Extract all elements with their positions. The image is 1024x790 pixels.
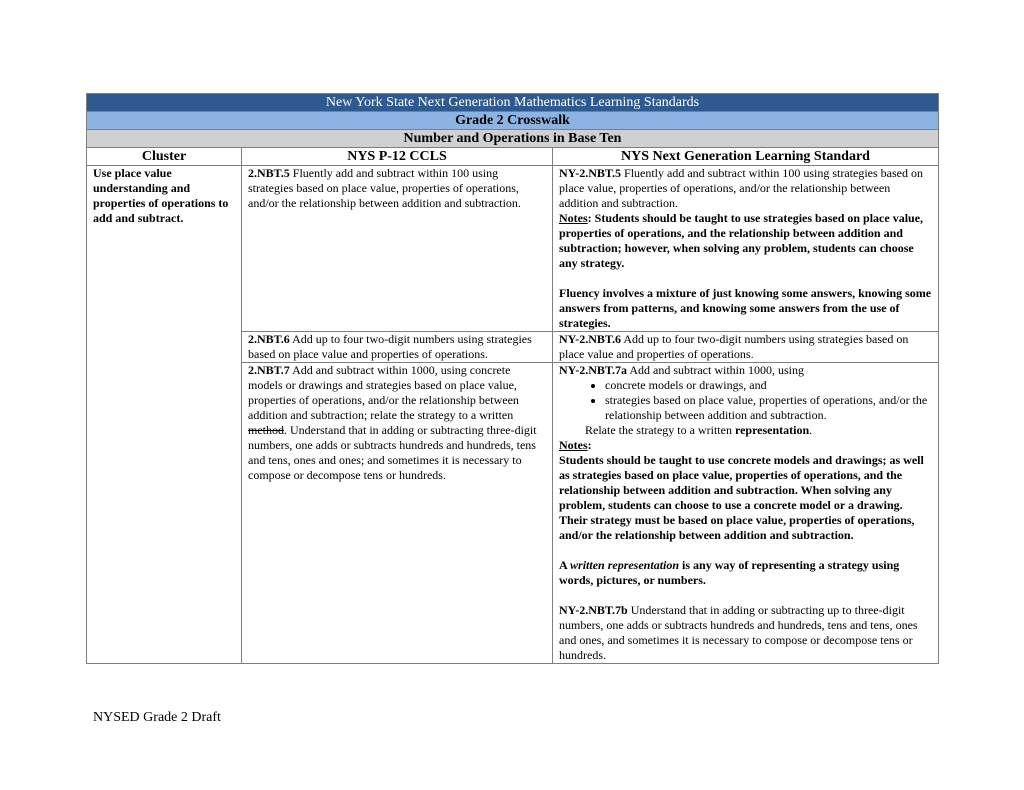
table-row bbox=[87, 166, 939, 332]
written-representation-note: A written representation is any way of representing a strategy using words, pictures, or numbers. bbox=[559, 558, 900, 587]
document-title: New York State Next Generation Mathematics Learning Standards bbox=[87, 94, 939, 112]
struck-word: method bbox=[248, 423, 284, 437]
standard-code: NY-2.NBT.7a bbox=[559, 363, 628, 377]
standard-code: 2.NBT.6 bbox=[248, 332, 290, 346]
standard-code: NY-2.NBT.6 bbox=[559, 332, 622, 346]
standard-code: NY-2.NBT.5 bbox=[559, 166, 622, 180]
nextgen-cell bbox=[553, 166, 939, 332]
standard-code: 2.NBT.7 bbox=[248, 363, 290, 377]
notes-label: Notes bbox=[559, 211, 588, 225]
ccls-cell bbox=[242, 332, 553, 363]
crosswalk-table bbox=[86, 93, 939, 664]
standard-text: Add up to four two-digit numbers using strategies based on place value and properties of operations. bbox=[559, 332, 909, 361]
notes-text: : Students should be taught to use strategies based on place value, properties of operations, and the relationship between addition and subtraction; however, when solving any problem, students can choose any strategy. bbox=[559, 211, 924, 270]
strategy-list bbox=[559, 378, 932, 423]
column-header-ccls: NYS P-12 CCLS bbox=[242, 148, 553, 166]
column-header-cluster: Cluster bbox=[87, 148, 242, 166]
notes-text: Students should be taught to use concrete models and drawings; as well as strategies based on place value, properties of operations, and the relationship between addition and subtraction. When solving any problem, students can choose to use a concrete model or a drawing. Their strategy must be based on place value, properties of operations, and/or the relationship between addition and subtraction. bbox=[559, 453, 924, 542]
page-footer: NYSED Grade 2 Draft bbox=[93, 710, 221, 725]
standard-text: Fluently add and subtract within 100 using strategies based on place value, properties of operations, and/or the relationship between addition and subtraction. bbox=[559, 166, 923, 210]
nextgen-cell bbox=[553, 332, 939, 363]
standard-text: Add up to four two-digit numbers using strategies based on place value and properties of operations. bbox=[248, 332, 532, 361]
ccls-cell bbox=[242, 363, 553, 664]
column-header-nextgen: NYS Next Generation Learning Standard bbox=[553, 148, 939, 166]
grade-title: Grade 2 Crosswalk bbox=[87, 112, 939, 130]
standard-text: Understand that in adding or subtracting up to three-digit numbers, one adds or subtracts hundreds and hundreds, tens and tens, ones and ones, and sometimes it is necessary to compose or decompose tens or hundreds. bbox=[559, 603, 918, 662]
standard-code: 2.NBT.5 bbox=[248, 166, 290, 180]
domain-title: Number and Operations in Base Ten bbox=[87, 130, 939, 148]
standard-text: Add and subtract within 1000, using concrete models or drawings and strategies based on place value, properties of operations, and/or the relationship between addition and subtraction; relate the strategy to a written bbox=[248, 363, 519, 422]
standard-text: . Understand that in adding or subtracting three-digit numbers, one adds or subtracts hundreds and hundreds, tens and tens, ones and ones; and sometimes it is necessary to compose or decompose tens or hundreds. bbox=[248, 423, 537, 482]
standard-code: NY-2.NBT.7b bbox=[559, 603, 628, 617]
nextgen-cell: NY-2.NBT.7a Add and subtract within 1000, using • concrete models or drawings, and • strategies based on place value, properties of operations, and/or the relationship between addition and subtraction. Relate the strategy to a written representation. Notes: Students should be taught to use concrete models and drawings; as well as strategies based on place value, properties of operations, and the relationship between addition and subtraction. When solving any problem, students can choose to use a concrete model or a drawing. Their strategy must be based on place value, properties of operations, and/or the relationship between addition and subtraction. A written representation is any way of representing a strategy using words, pictures, or numbers. NY-2.NBT.7b Understand that in adding or subtracting up to three-digit numbers, one adds or subtracts hundreds and hundreds, tens and tens, ones and ones, and sometimes it is necessary to compose or decompose tens or hundreds. bbox=[553, 363, 939, 664]
ccls-cell bbox=[242, 166, 553, 332]
relate-line: Relate the strategy to a written representation. bbox=[585, 423, 813, 437]
notes-label: Notes bbox=[559, 438, 588, 452]
list-item: • concrete models or drawings, and bbox=[605, 378, 932, 393]
list-item: • strategies based on place value, properties of operations, and/or the relationship between addition and subtraction. bbox=[605, 393, 932, 423]
fluency-note: Fluency involves a mixture of just knowing some answers, knowing some answers from patterns, and knowing some answers from the use of strategies. bbox=[559, 286, 932, 330]
cluster-cell: Use place value understanding and properties of operations to add and subtract. bbox=[87, 166, 242, 664]
standard-text: Fluently add and subtract within 100 using strategies based on place value, properties of operations, and/or the relationship between addition and subtraction. bbox=[248, 166, 521, 210]
standard-text: Add and subtract within 1000, using bbox=[627, 363, 805, 377]
